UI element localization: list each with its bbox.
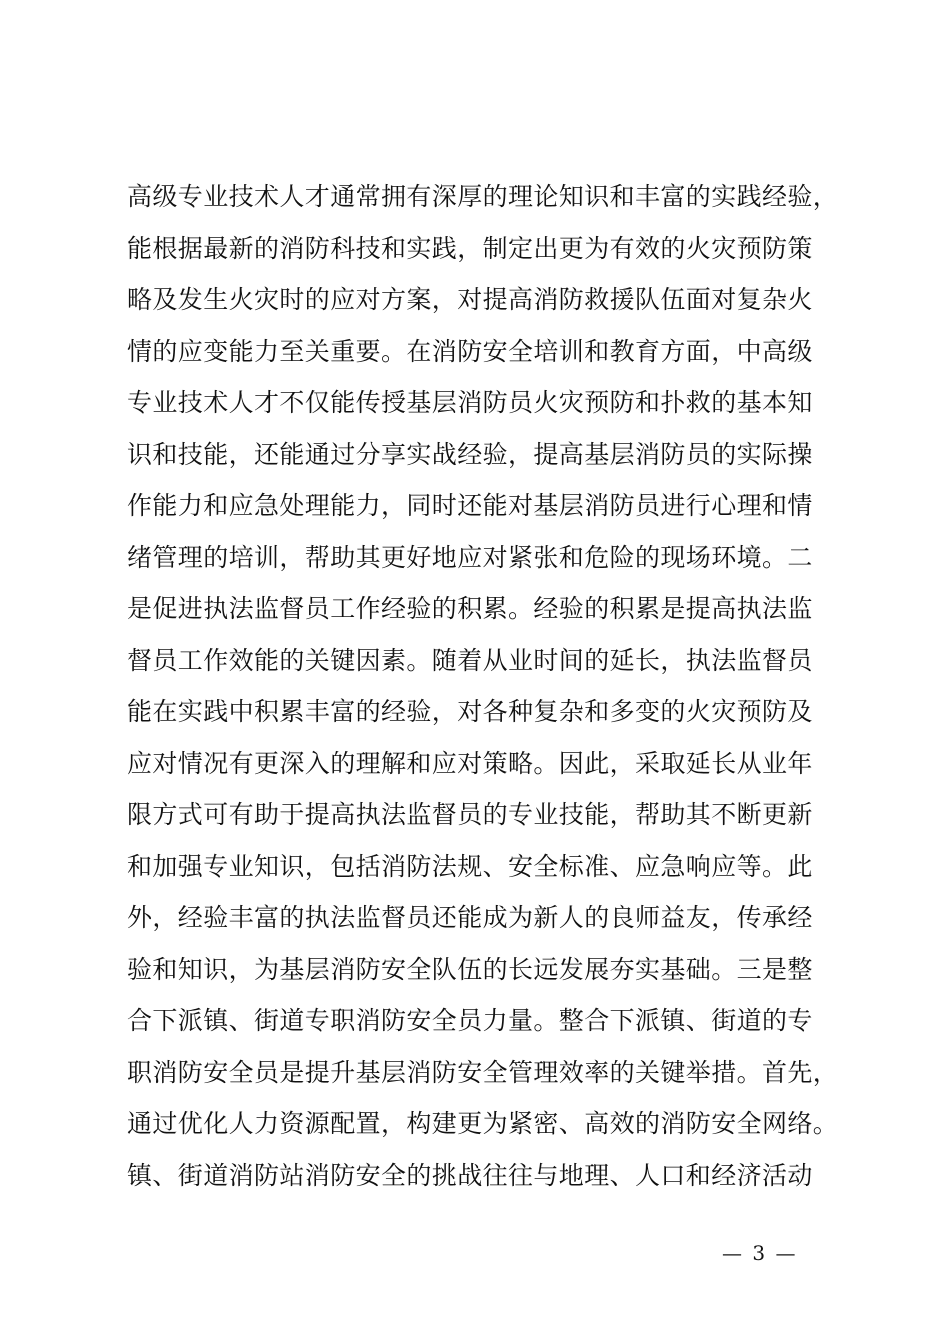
text-line: 识和技能，还能通过分享实战经验，提高基层消防员的实际操	[127, 439, 813, 469]
text-line: 绪管理的培训，帮助其更好地应对紧张和危险的现场环境。二	[127, 542, 813, 572]
text-line: 专业技术人才不仅能传授基层消防员火灾预防和扑救的基本知	[127, 388, 813, 417]
text-line: 作能力和应急处理能力，同时还能对基层消防员进行心理和情	[127, 491, 813, 520]
text-line: 通过优化人力资源配置，构建更为紧密、高效的消防安全网络。	[127, 1109, 839, 1138]
text-line: 合下派镇、街道专职消防安全员力量。整合下派镇、街道的专	[127, 1006, 813, 1035]
text-line: 应对情况有更深入的理解和应对策略。因此，采取延长从业年	[127, 748, 813, 778]
text-line: 能根据最新的消防科技和实践，制定出更为有效的火灾预防策	[127, 233, 813, 263]
page-number: — 3 —	[722, 1241, 798, 1265]
text-line: 外，经验丰富的执法监督员还能成为新人的良师益友，传承经	[127, 903, 813, 932]
text-line: 限方式可有助于提高执法监督员的专业技能，帮助其不断更新	[127, 800, 813, 829]
text-line: 高级专业技术人才通常拥有深厚的理论知识和丰富的实践经验，	[127, 182, 839, 211]
text-line: 情的应变能力至关重要。在消防安全培训和教育方面，中高级	[127, 336, 813, 366]
text-line: 督员工作效能的关键因素。随着从业时间的延长，执法监督员	[127, 645, 813, 675]
text-line: 能在实践中积累丰富的经验，对各种复杂和多变的火灾预防及	[127, 697, 813, 726]
text-line: 略及发生火灾时的应对方案，对提高消防救援队伍面对复杂火	[127, 285, 813, 314]
text-line: 验和知识，为基层消防安全队伍的长远发展夯实基础。三是整	[127, 954, 813, 984]
text-line: 和加强专业知识，包括消防法规、安全标准、应急响应等。此	[127, 851, 813, 881]
text-line: 是促进执法监督员工作经验的积累。经验的积累是提高执法监	[127, 594, 813, 623]
text-line: 职消防安全员是提升基层消防安全管理效率的关键举措。首先，	[127, 1057, 839, 1087]
text-line: 镇、街道消防站消防安全的挑战往往与地理、人口和经济活动	[127, 1160, 813, 1190]
